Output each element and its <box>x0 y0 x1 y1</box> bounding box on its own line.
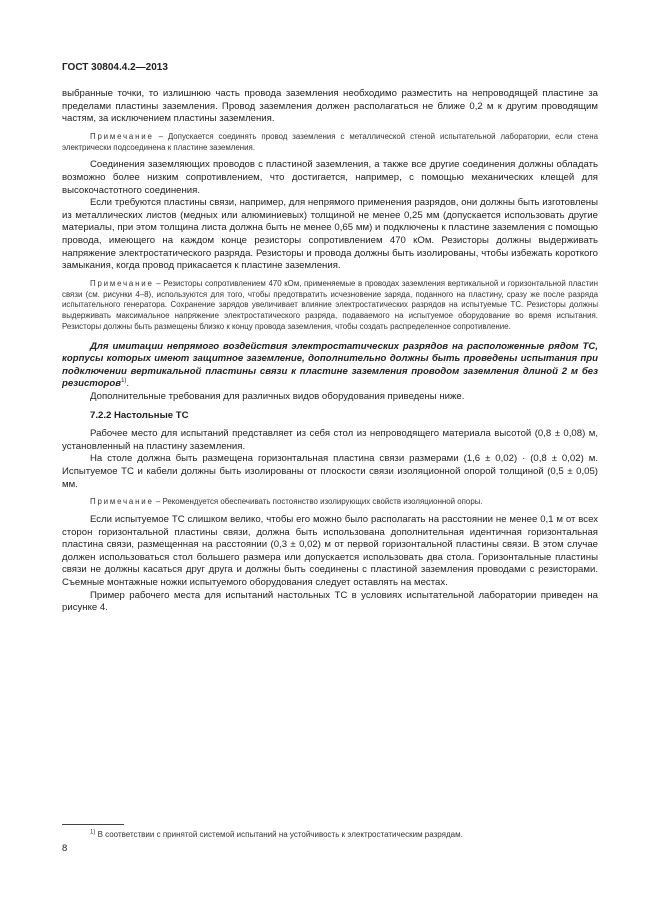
note-paragraph <box>62 132 598 154</box>
document-body <box>62 88 598 615</box>
footnote-mark: 1) <box>90 829 96 836</box>
note-text: – Допускается соединять провод заземления с металлической стеной испытательной лаборатории, если стена электрически подсоединена к пластине заземления. <box>62 131 598 152</box>
body-paragraph: Если испытуемое ТС слишком велико, чтобы его можно было располагать на расстоянии не менее 0,1 м от всех сторон горизонтальной пластины связи, должна быть использована дополнительная идентичная горизонтальная пластина связи, размещенная на расстоянии (0,3 ± 0,02) м от первой горизонтальной пластины связи. В этом случае должен использоваться стол большего размера или допускается использовать два стола. Горизонтальные пластины связи не должны касаться друг друга и должны быть соединены с пластиной заземления проводами с резисторами. Съемные монтажные ножки испытуемого оборудования следует оставлять на местах. <box>62 514 598 588</box>
footnote-text: В соответствии с принятой системой испытаний на устойчивость к электростатическим разрядам. <box>95 830 463 839</box>
emphasized-text: Для имитации непрямого воздействия электростатических разрядов на расположенные рядом ТС, корпусы которых имеют защитное заземление, дополнительно должны быть проведены испытания при подключении вертикальной пластины связи к пластине заземления проводом заземления длиной 2 м без резисторов <box>62 340 598 390</box>
body-paragraph: Рабочее место для испытаний представляет из себя стол из непроводящего материала высотой (0,8 ± 0,08) м, установленный на пластину заземления. <box>62 428 598 452</box>
document-header: ГОСТ 30804.4.2—2013 <box>62 62 168 73</box>
section-heading: 7.2.2 Настольные ТС <box>90 409 189 421</box>
emphasized-paragraph <box>62 341 598 391</box>
body-paragraph: Если требуются пластины связи, например, для непрямого применения разрядов, они должны быть изготовлены из металлических листов (медных или алюминиевых) толщиной не менее 0,25 мм (допускается использовать другие материалы, при этом толщина листа должна быть не менее 0,65 мм) и подключены к пластине заземления с помощью провода, имеющего на каждом конце резисторы сопротивлением 470 кОм. Резисторы должны выдерживать напряжение электростатического разряда. Резисторы и провода должны быть изолированы, чтобы избежать короткого замыкания, когда провод прикасается к пластине заземления. <box>62 197 598 272</box>
note-text: – Рекомендуется обеспечивать постоянство изолирующих свойств изоляционной опоры. <box>153 497 483 507</box>
body-paragraph: Дополнительные требования для различных видов оборудования приведены ниже. <box>90 391 465 403</box>
paragraph-end: . <box>126 378 130 390</box>
footnote-divider <box>62 824 124 825</box>
body-paragraph: Пример рабочего места для испытаний настольных ТС в условиях испытательной лаборатории приведен на рисунке 4. <box>62 589 598 614</box>
body-paragraph: выбранные точки, то излишнюю часть провода заземления необходимо разместить на непроводящей пластине за пределами пластины заземления. Провод заземления должен располагаться не ближе 0,2 м к другим проводящим частям, за исключением пластины заземления. <box>62 88 598 125</box>
note-paragraph <box>62 497 598 508</box>
footnote <box>62 830 598 840</box>
note-label: Примечание <box>90 497 154 507</box>
note-paragraph <box>62 279 598 333</box>
note-label: Примечание <box>90 131 154 141</box>
footnote-reference: 1) <box>121 378 127 385</box>
body-paragraph: На столе должна быть размещена горизонтальная пластина связи размерами (1,6 ± 0,02) · (0,8 ± 0,02) м. Испытуемое ТС и кабели должны быть изолированы от плоскости связи изоляционной опорой толщиной (0,5 ± 0,05) мм. <box>62 453 598 490</box>
note-text: – Резисторы сопротивлением 470 кОм, применяемые в проводах заземления вертикальной и горизонтальной пластин связи (см. рисунки 4–8), используются для того, чтобы предотвратить исчезновение заряда, поданного на пластину, сразу же после разряда испытательного генератора. Сохранение зарядов увеличивает влияние электростатических разрядов на испытуемые ТС. Резисторы должны выдерживать максимальное напряжение электростатического разряда, подаваемого на испытуемое оборудование во время испытания. Резисторы должны быть размещены близко к концу провода заземления, чтобы создать распределенное сопротивление. <box>62 278 598 331</box>
body-paragraph: Соединения заземляющих проводов с пластиной заземления, а также все другие соединения должны обладать возможно более низким сопротивлением, что достигается, например, с помощью механических клещей для высокочастотного соединения. <box>62 159 598 196</box>
page-number: 8 <box>62 843 68 854</box>
note-label: Примечание <box>90 278 154 288</box>
